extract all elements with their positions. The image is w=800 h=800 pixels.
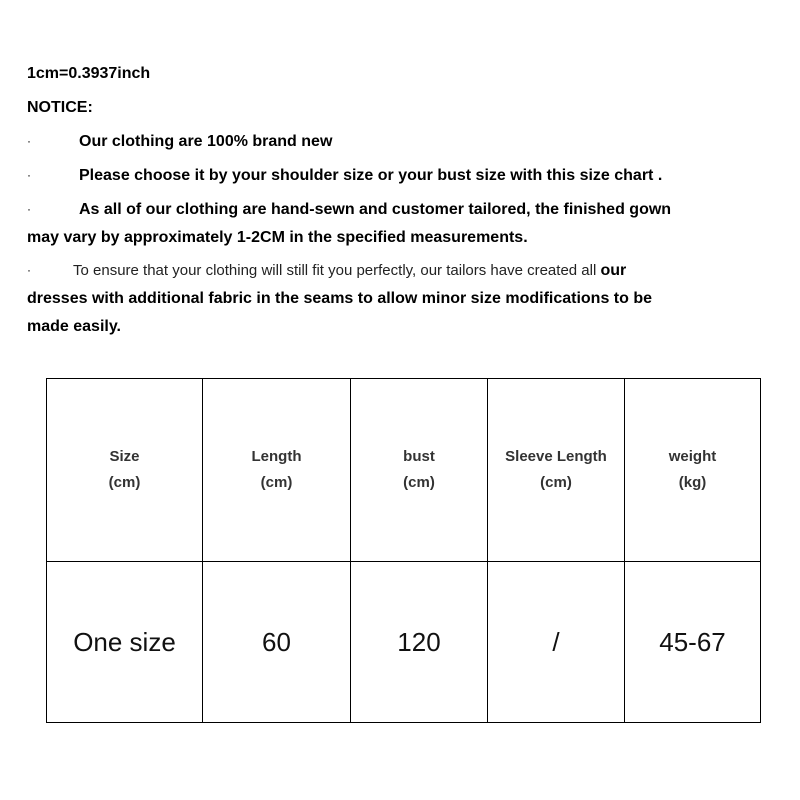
cell-weight: 45-67 bbox=[625, 562, 761, 723]
notice-heading: NOTICE: bbox=[27, 99, 93, 116]
cell-size: One size bbox=[47, 562, 203, 723]
bullet-icon: · bbox=[27, 263, 31, 277]
size-chart-table bbox=[46, 378, 761, 723]
table-row bbox=[47, 562, 761, 723]
cell-sleeve-length: / bbox=[488, 562, 625, 723]
header-cell-sleeve-length bbox=[488, 379, 625, 562]
notice-text-part-bold: our bbox=[600, 262, 627, 279]
header-label: weight bbox=[668, 448, 717, 465]
notice-text: As all of our clothing are hand-sewn and customer tailored, the finished gown bbox=[79, 201, 672, 218]
notice-text-continued: made easily. bbox=[27, 318, 121, 335]
table-header-row bbox=[47, 379, 761, 562]
notice-text-continued: dresses with additional fabric in the seams to allow minor size modifications to be bbox=[27, 290, 653, 307]
header-label: Length bbox=[251, 448, 302, 465]
header-unit: (kg) bbox=[678, 474, 707, 491]
header-unit: (cm) bbox=[108, 474, 141, 491]
notice-text-continued: may vary by approximately 1-2CM in the specified measurements. bbox=[27, 229, 528, 246]
header-label: bust bbox=[403, 448, 435, 465]
cell-length: 60 bbox=[203, 562, 351, 723]
notice-text-part: To ensure that your clothing will still fit you perfectly, our tailors have created all bbox=[73, 262, 597, 279]
notice-text: Please choose it by your shoulder size or your bust size with this size chart . bbox=[79, 167, 663, 184]
header-unit: (cm) bbox=[260, 474, 293, 491]
bullet-icon: · bbox=[27, 168, 31, 182]
bullet-icon: · bbox=[27, 134, 31, 148]
header-unit: (cm) bbox=[403, 474, 435, 491]
header-label: Sleeve Length bbox=[505, 448, 607, 465]
header-unit: (cm) bbox=[540, 474, 572, 491]
conversion-note: 1cm=0.3937inch bbox=[27, 65, 151, 82]
header-cell-bust bbox=[351, 379, 488, 562]
bullet-icon: · bbox=[27, 202, 31, 216]
header-cell-size bbox=[47, 379, 203, 562]
header-cell-length bbox=[203, 379, 351, 562]
header-cell-weight bbox=[625, 379, 761, 562]
cell-bust: 120 bbox=[351, 562, 488, 723]
header-label: Size bbox=[109, 448, 140, 465]
notice-text bbox=[73, 261, 626, 281]
notice-text: Our clothing are 100% brand new bbox=[79, 133, 333, 150]
